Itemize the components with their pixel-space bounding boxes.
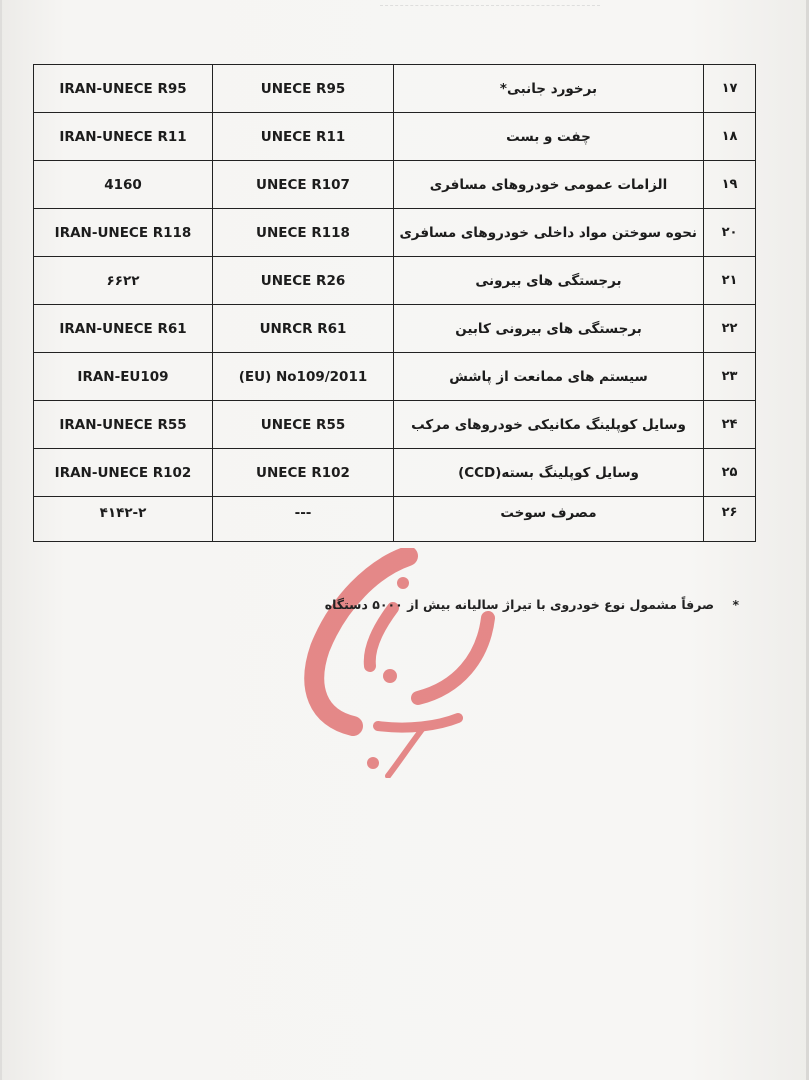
iran-standard-cell: IRAN-UNECE R118 <box>34 209 213 257</box>
reference-standard-cell: UNECE R118 <box>213 209 394 257</box>
reference-standard-cell: UNECE R107 <box>213 161 394 209</box>
table-row <box>34 449 756 497</box>
red-logo-watermark-icon <box>298 548 498 778</box>
table-row <box>34 401 756 449</box>
row-number-cell: ۲۱ <box>704 257 756 305</box>
row-number-cell: ۲۲ <box>704 305 756 353</box>
table-row <box>34 497 756 542</box>
title-cell: برخورد جانبی* <box>394 65 704 113</box>
title-cell: مصرف سوخت <box>394 497 704 542</box>
scan-artifact <box>380 0 600 6</box>
iran-standard-cell: IRAN-UNECE R11 <box>34 113 213 161</box>
title-cell: وسایل کوپلینگ مکانیکی خودروهای مرکب <box>394 401 704 449</box>
reference-standard-cell: --- <box>213 497 394 542</box>
iran-standard-cell: ۶۶۲۲ <box>34 257 213 305</box>
iran-standard-cell: IRAN-UNECE R61 <box>34 305 213 353</box>
footnote-text: صرفاً مشمول نوع خودروی با تیراژ سالیانه بیش از ۵۰۰۰ دستگاه <box>324 597 715 612</box>
table-row <box>34 113 756 161</box>
row-number-cell: ۲۳ <box>704 353 756 401</box>
row-number-cell: ۲۶ <box>704 497 756 542</box>
title-cell: برجستگی های بیرونی <box>394 257 704 305</box>
iran-standard-cell: ۴۱۴۲-۲ <box>34 497 213 542</box>
title-cell: الزامات عمومی خودروهای مسافری <box>394 161 704 209</box>
footnote-marker: * <box>732 597 739 612</box>
row-number-cell: ۲۰ <box>704 209 756 257</box>
table-row <box>34 257 756 305</box>
title-cell: وسایل کوپلینگ بسته(CCD) <box>394 449 704 497</box>
iran-standard-cell: IRAN-UNECE R55 <box>34 401 213 449</box>
title-cell: چفت و بست <box>394 113 704 161</box>
page-edge-left <box>0 0 2 1080</box>
reference-standard-cell: (EU) No109/2011 <box>213 353 394 401</box>
reference-standard-cell: UNECE R102 <box>213 449 394 497</box>
reference-standard-cell: UNECE R95 <box>213 65 394 113</box>
table-row <box>34 65 756 113</box>
row-number-cell: ۱۸ <box>704 113 756 161</box>
reference-standard-cell: UNECE R26 <box>213 257 394 305</box>
regulations-table <box>33 64 756 542</box>
footnote <box>325 597 739 612</box>
row-number-cell: ۱۹ <box>704 161 756 209</box>
iran-standard-cell: IRAN-UNECE R95 <box>34 65 213 113</box>
reference-standard-cell: UNRCR R61 <box>213 305 394 353</box>
reference-standard-cell: UNECE R11 <box>213 113 394 161</box>
row-number-cell: ۲۴ <box>704 401 756 449</box>
row-number-cell: ۲۵ <box>704 449 756 497</box>
table-row <box>34 353 756 401</box>
title-cell: سیستم های ممانعت از پاشش <box>394 353 704 401</box>
title-cell: نحوه سوختن مواد داخلی خودروهای مسافری <box>394 209 704 257</box>
reference-standard-cell: UNECE R55 <box>213 401 394 449</box>
title-cell: برجستگی های بیرونی کابین <box>394 305 704 353</box>
table-row <box>34 209 756 257</box>
iran-standard-cell: IRAN-EU109 <box>34 353 213 401</box>
table-row <box>34 305 756 353</box>
table-row <box>34 161 756 209</box>
row-number-cell: ۱۷ <box>704 65 756 113</box>
iran-standard-cell: IRAN-UNECE R102 <box>34 449 213 497</box>
iran-standard-cell: 4160 <box>34 161 213 209</box>
